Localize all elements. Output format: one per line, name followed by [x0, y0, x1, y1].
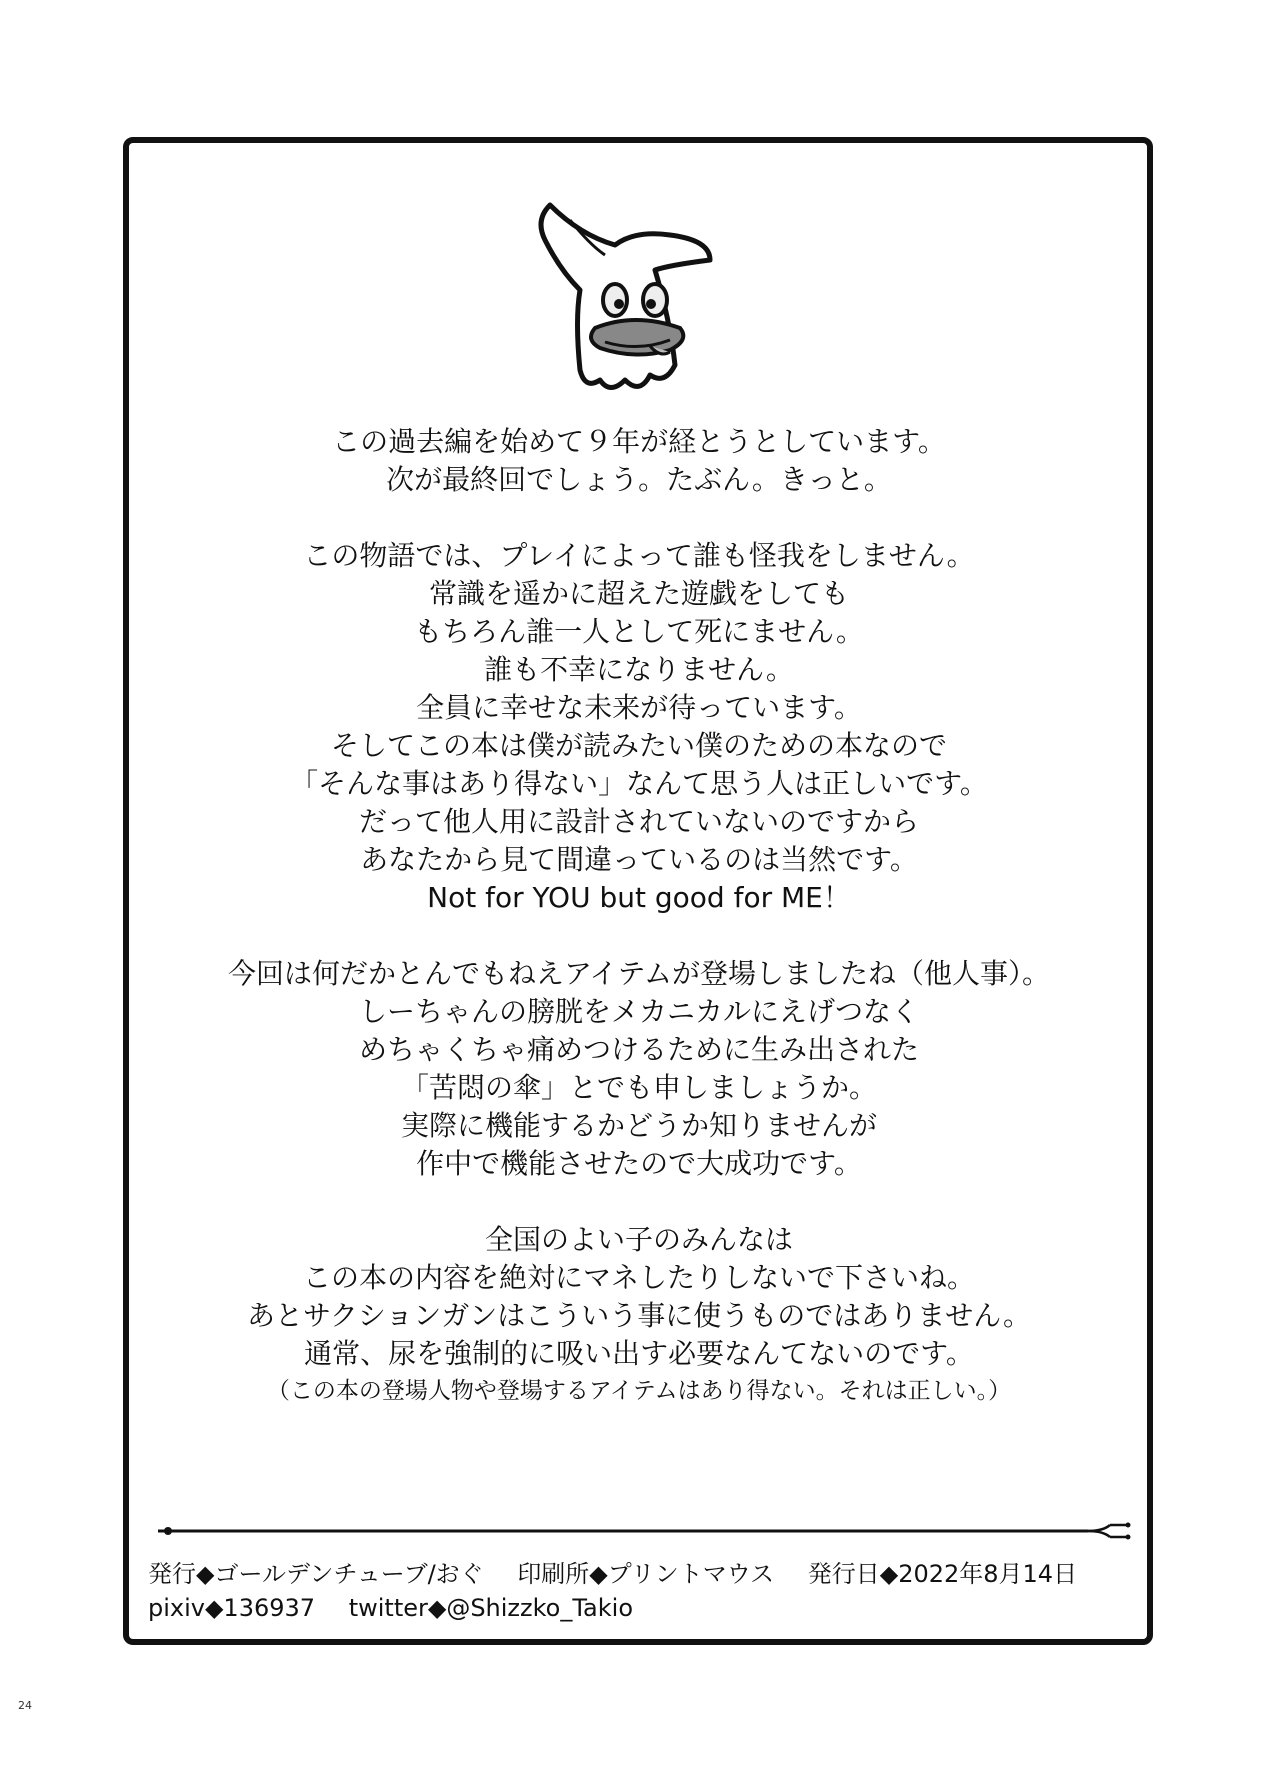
text-line: この過去編を始めて９年が経とうとしています。: [332, 425, 946, 458]
text-line: あとサクションガンはこういう事に使うものではありません。: [246, 1299, 1031, 1332]
text-line: 全国のよい子のみんなは: [484, 1223, 793, 1256]
text-line: めちゃくちゃ痛めつけるために生み出された: [358, 1033, 919, 1066]
decorative-divider: [148, 1521, 1133, 1541]
text-line: だって他人用に設計されていないのですから: [358, 805, 919, 838]
printer: 印刷所◆プリントマウス: [517, 1560, 775, 1588]
text-line: 常識を遥かに超えた遊戯をしても: [428, 577, 849, 610]
text-line: しーちゃんの膀胱をメカニカルにえげつなく: [358, 995, 919, 1028]
text-line: 次が最終回でしょう。たぶん。きっと。: [386, 463, 892, 496]
text-line: 全員に幸せな未来が待っています。: [416, 691, 862, 724]
text-line: Not for YOU but good for ME！: [427, 881, 851, 914]
paragraph-1: [180, 423, 1098, 499]
paragraph-4: [180, 1221, 1098, 1373]
bird-mascot-icon: [520, 200, 720, 400]
pixiv-id: pixiv◆136937: [148, 1594, 316, 1622]
publish-date: 発行日◆2022年8月14日: [807, 1560, 1078, 1588]
text-line: 作中で機能させたので大成功です。: [416, 1147, 862, 1180]
twitter-handle: twitter◆@Shizzko_Takio: [348, 1594, 633, 1622]
paragraph-3: [180, 955, 1098, 1183]
text-line: 「苦悶の傘」とでも申しましょうか。: [400, 1071, 877, 1104]
disclaimer-note: （この本の登場人物や登場するアイテムはあり得ない。それは正しい。）: [266, 1378, 1012, 1404]
colophon-line-2: [148, 1591, 1128, 1625]
text-line: そしてこの本は僕が読みたい僕のための本なので: [330, 729, 947, 762]
text-line: 実際に機能するかどうか知りませんが: [400, 1109, 877, 1142]
text-line: 「そんな事はあり得ない」なんて思う人は正しいです。: [290, 767, 988, 800]
text-line: この物語では、プレイによって誰も怪我をしません。: [303, 539, 975, 572]
colophon-line-1: [148, 1557, 1128, 1591]
text-line: 誰も不幸になりません。: [484, 653, 794, 686]
text-line: あなたから見て間違っているのは当然です。: [360, 843, 918, 876]
text-line: 通常、尿を強制的に吸い出す必要なんてないのです。: [304, 1337, 974, 1370]
text-line: 今回は何だかとんでもねえアイテムが登場しましたね（他人事）。: [227, 957, 1051, 990]
page-number: 24: [18, 1699, 32, 1712]
paragraph-2: [180, 537, 1098, 917]
text-line: もちろん誰一人として死にません。: [414, 615, 864, 648]
publisher: 発行◆ゴールデンチューブ/おぐ: [148, 1560, 484, 1588]
colophon: [148, 1557, 1128, 1625]
afterword-text: [180, 423, 1098, 1407]
text-line: この本の内容を絶対にマネしたりしないで下さいね。: [302, 1261, 975, 1294]
